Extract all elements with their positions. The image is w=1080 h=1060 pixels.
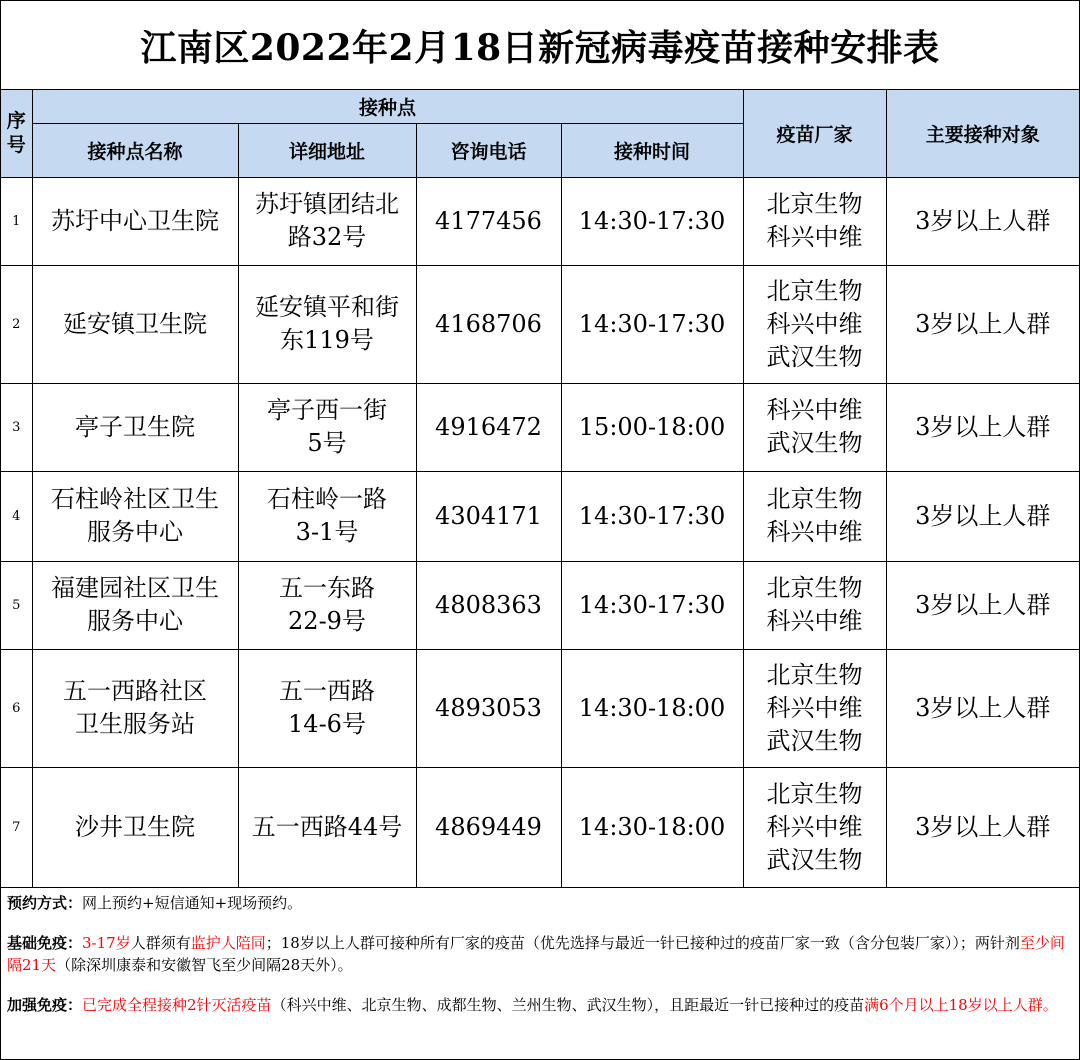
- row-number: 1: [1, 177, 32, 265]
- header-site-name: 接种点名称: [32, 123, 238, 177]
- site-address: 苏圩镇团结北 路32号: [238, 177, 416, 265]
- site-address: 五一西路 14-6号: [238, 649, 416, 767]
- site-time: 14:30-18:00: [561, 767, 743, 887]
- header-target: 主要接种对象: [886, 90, 1079, 177]
- header-site-group: 接种点: [32, 90, 743, 123]
- site-address: 五一东路 22-9号: [238, 561, 416, 649]
- site-name: 延安镇卫生院: [32, 265, 238, 383]
- site-vendors: 北京生物 科兴中维 武汉生物: [743, 265, 886, 383]
- header-address: 详细地址: [238, 123, 416, 177]
- site-vendors: 科兴中维 武汉生物: [743, 383, 886, 471]
- row-number: 3: [1, 383, 32, 471]
- site-target: 3岁以上人群: [886, 561, 1079, 649]
- site-address: 亭子西一街 5号: [238, 383, 416, 471]
- site-time: 14:30-17:30: [561, 265, 743, 383]
- site-target: 3岁以上人群: [886, 383, 1079, 471]
- site-name: 石柱岭社区卫生 服务中心: [32, 471, 238, 561]
- site-phone: 4168706: [416, 265, 561, 383]
- site-vendors: 北京生物 科兴中维 武汉生物: [743, 649, 886, 767]
- header-time: 接种时间: [561, 123, 743, 177]
- site-phone: 4893053: [416, 649, 561, 767]
- site-name: 五一西路社区 卫生服务站: [32, 649, 238, 767]
- site-vendors: 北京生物 科兴中维 武汉生物: [743, 767, 886, 887]
- row-number: 4: [1, 471, 32, 561]
- table-row: [1, 177, 1079, 265]
- site-name: 苏圩中心卫生院: [32, 177, 238, 265]
- site-vendors: 北京生物 科兴中维: [743, 561, 886, 649]
- site-phone: 4304171: [416, 471, 561, 561]
- site-address: 延安镇平和街 东119号: [238, 265, 416, 383]
- site-target: 3岁以上人群: [886, 649, 1079, 767]
- row-number: 5: [1, 561, 32, 649]
- site-phone: 4808363: [416, 561, 561, 649]
- site-vendors: 北京生物 科兴中维: [743, 177, 886, 265]
- site-target: 3岁以上人群: [886, 767, 1079, 887]
- site-time: 14:30-17:30: [561, 471, 743, 561]
- note-booster: 加强免疫：已完成全程接种2针灭活疫苗（科兴中维、北京生物、成都生物、兰州生物、武汉生物），且距最近一针已接种过的疫苗满6个月以上18岁以上人群。: [7, 995, 1058, 1014]
- site-phone: 4869449: [416, 767, 561, 887]
- site-name: 沙井卫生院: [32, 767, 238, 887]
- note-basic: 基础免疫：3-17岁人群须有监护人陪同；18岁以上人群可接种所有厂家的疫苗（优先选择与最近一针已接种过的疫苗厂家一致（含分包装厂家））；两针剂至少间隔21天（除深圳康泰和安徽智飞至少间隔28天外）。: [7, 933, 1065, 974]
- table-row: [1, 471, 1079, 561]
- table-row: [1, 383, 1079, 471]
- header-vendor: 疫苗厂家: [743, 90, 886, 177]
- header-phone: 咨询电话: [416, 123, 561, 177]
- table-row: [1, 767, 1079, 887]
- site-phone: 4916472: [416, 383, 561, 471]
- site-target: 3岁以上人群: [886, 265, 1079, 383]
- page-title: 江南区2022年2月18日新冠病毒疫苗接种安排表: [1, 1, 1079, 90]
- notes: [1, 888, 1079, 1016]
- site-name: 亭子卫生院: [32, 383, 238, 471]
- site-target: 3岁以上人群: [886, 177, 1079, 265]
- site-address: 石柱岭一路 3-1号: [238, 471, 416, 561]
- row-number: 7: [1, 767, 32, 887]
- site-target: 3岁以上人群: [886, 471, 1079, 561]
- table-row: [1, 649, 1079, 767]
- row-number: 6: [1, 649, 32, 767]
- site-vendors: 北京生物 科兴中维: [743, 471, 886, 561]
- schedule-table: [1, 90, 1079, 888]
- site-time: 14:30-17:30: [561, 177, 743, 265]
- site-time: 15:00-18:00: [561, 383, 743, 471]
- site-address: 五一西路44号: [238, 767, 416, 887]
- site-name: 福建园社区卫生 服务中心: [32, 561, 238, 649]
- site-time: 14:30-18:00: [561, 649, 743, 767]
- table-row: [1, 265, 1079, 383]
- table-row: [1, 561, 1079, 649]
- note-booking: 预约方式：网上预约+短信通知+现场预约。: [7, 893, 303, 912]
- table-body: [1, 177, 1079, 887]
- header-seq: 序号: [1, 90, 32, 177]
- row-number: 2: [1, 265, 32, 383]
- site-phone: 4177456: [416, 177, 561, 265]
- site-time: 14:30-17:30: [561, 561, 743, 649]
